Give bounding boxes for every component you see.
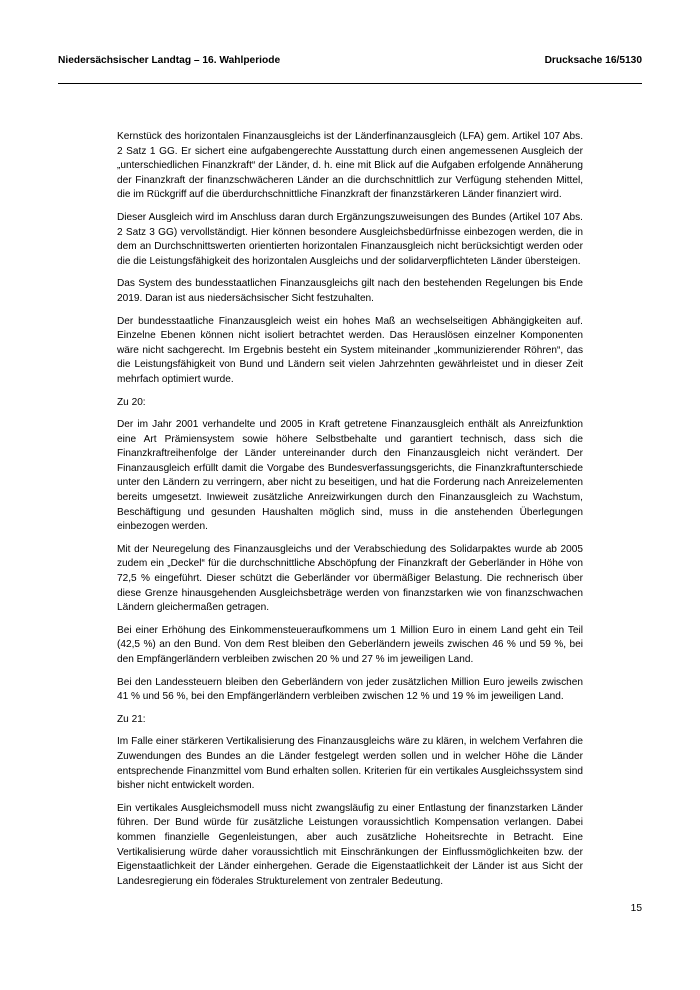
paragraph-vertikalisierung: Im Falle einer stärkeren Vertikalisierung des Finanzausgleichs wäre zu klären, in welchem Verfahren die Zuwendungen des Bundes an die Länder festgelegt werden sollen und in welcher Höhe die Länder entsprechende Finanzmittel vom Bund erhalten sollen. Kriterien für ein vertikales Ausgleichssystem sind bisher nicht entwickelt worden. — [117, 736, 583, 792]
paragraph-anreizfunktion: Der im Jahr 2001 verhandelte und 2005 in Kraft getretene Finanzausgleich enthält als Anreizfunktion eine Art Prämiensystem sowie höhere Selbstbehalte und garantiert technisch, dass sich die Finanzkraftreihenfolge der Länder untereinander durch den Finanzausgleich nicht verändert. Der Finanzausgleich erfüllt damit die Vorgabe des Bundesverfassungsgerichts, die Finanzkraftunterschiede unter den Ländern zu verringern, aber nicht zu beseitigen, und hat die Forderung nach Anreizelementen bereits umgesetzt. Inwieweit zusätzliche Anreizwirkungen durch den Finanzausgleich zu Wachstum, Beschäftigung und gesunden Haushalten möglich sind, muss in die anstehenden Überlegungen einbezogen werden. — [117, 419, 583, 533]
paragraph-lfa: Kernstück des horizontalen Finanzausgleichs ist der Länderfinanzausgleich (LFA) gem. Artikel 107 Abs. 2 Satz 1 GG. Er sichert eine aufgabengerechte Ausstattung durch einen angemessenen Ausgleich der „unterschiedlichen Finanzkraft“ der Länder, d. h. eine mit Blick auf die Aufgaben erfolgende Annäherung der Finanzkraft der finanzschwächeren Länder an die durchschnittlich zur Verfügung stehenden Mittel, die im Rückgriff auf die überdurchschnittliche Finanzkraft der finanzstärkeren Länder finanziert wird. — [117, 131, 583, 201]
paragraph-ergaenzungszuweisungen: Dieser Ausgleich wird im Anschluss daran durch Ergänzungszuweisungen des Bundes (Artikel 107 Abs. 2 Satz 3 GG) vervollständigt. Hier können besondere Ausgleichsbedürfnisse einbezogen werden, die in dem an Durchschnittswerten orientierten horizontalen Finanzausgleich nicht berücksichtigt werden oder die die Leistungsfähigkeit des horizontalen Ausgleichs und der solidarverpflichteten Länder übersteigen. — [117, 211, 583, 267]
document-number: Drucksache 16/5130 — [544, 55, 642, 66]
paragraph-einkommensteuer: Bei einer Erhöhung des Einkommensteueraufkommens um 1 Million Euro in einem Land geht ein Teil (42,5 %) an den Bund. Von dem Rest bleiben den Geberländern jeweils zwischen 46 % und 59 %, bei den Empfängerländern verbleiben zwischen 20 % und 27 % im jeweiligen Land. — [117, 624, 583, 665]
header-divider — [58, 83, 642, 84]
page-number: 15 — [630, 903, 642, 914]
paragraph-ausgleichsmodell: Ein vertikales Ausgleichsmodell muss nicht zwangsläufig zu einer Entlastung der finanzstarken Länder führen. Der Bund würde für zusätzliche Leistungen voraussichtlich Kompensation verlangen. Dabei kommen finanzielle Gegenleistungen, aber auch zusätzliche Hoheitsrechte in Betracht. Eine Vertikalisierung würde daher voraussichtlich mit Einschränkungen der Einflussmöglichkeiten bzw. der Eigenstaatlichkeit der Länder einhergehen. Gerade die Eigenstaatlichkeit der Länder ist aus Sicht der Landesregierung ein föderales Strukturelement von zentraler Bedeutung. — [117, 802, 583, 887]
header-title: Niedersächsischer Landtag – 16. Wahlperiode — [58, 55, 281, 66]
paragraph-deckel: Mit der Neuregelung des Finanzausgleichs und der Verabschiedung des Solidarpaktes wurde ab 2005 zudem ein „Deckel“ für die durchschnittliche Abschöpfung der Finanzkraft der Geberländer in Höhe von 72,5 % eingeführt. Dieser schützt die Geberländer vor übermäßiger Belastung. Die rechnerisch über diese Grenze hinausgehenden Ausgleichsbeträge werden von finanzstarken wie von finanzschwachen Ländern gleichermaßen getragen. — [117, 543, 583, 614]
section-heading-20: Zu 20: — [117, 396, 146, 408]
section-heading-21: Zu 21: — [117, 713, 146, 725]
page-header — [58, 55, 642, 75]
paragraph-landessteuern: Bei den Landessteuern bleiben den Geberländern von jeder zusätzlichen Million Euro jeweils zwischen 41 % und 56 %, bei den Empfängerländern verbleiben zwischen 12 % und 19 % im jeweiligen Land. — [117, 676, 583, 703]
document-body — [117, 130, 583, 897]
paragraph-abhaengigkeiten: Der bundesstaatliche Finanzausgleich weist ein hohes Maß an wechselseitigen Abhängigkeiten auf. Einzelne Ebenen können nicht isoliert betrachtet werden. Das Herauslösen einzelner Komponenten wäre nicht sachgerecht. Im Ergebnis besteht ein System miteinander „kommunizierender Röhren“, das die Leistungsfähigkeit von Bund und Ländern seit vielen Jahrzehnten gewährleistet und in dieser Zeit mehrfach optimiert wurde. — [117, 315, 583, 385]
paragraph-system-bis-2019: Das System des bundesstaatlichen Finanzausgleichs gilt nach den bestehenden Regelungen bis Ende 2019. Daran ist aus niedersächsischer Sicht festzuhalten. — [117, 278, 583, 304]
